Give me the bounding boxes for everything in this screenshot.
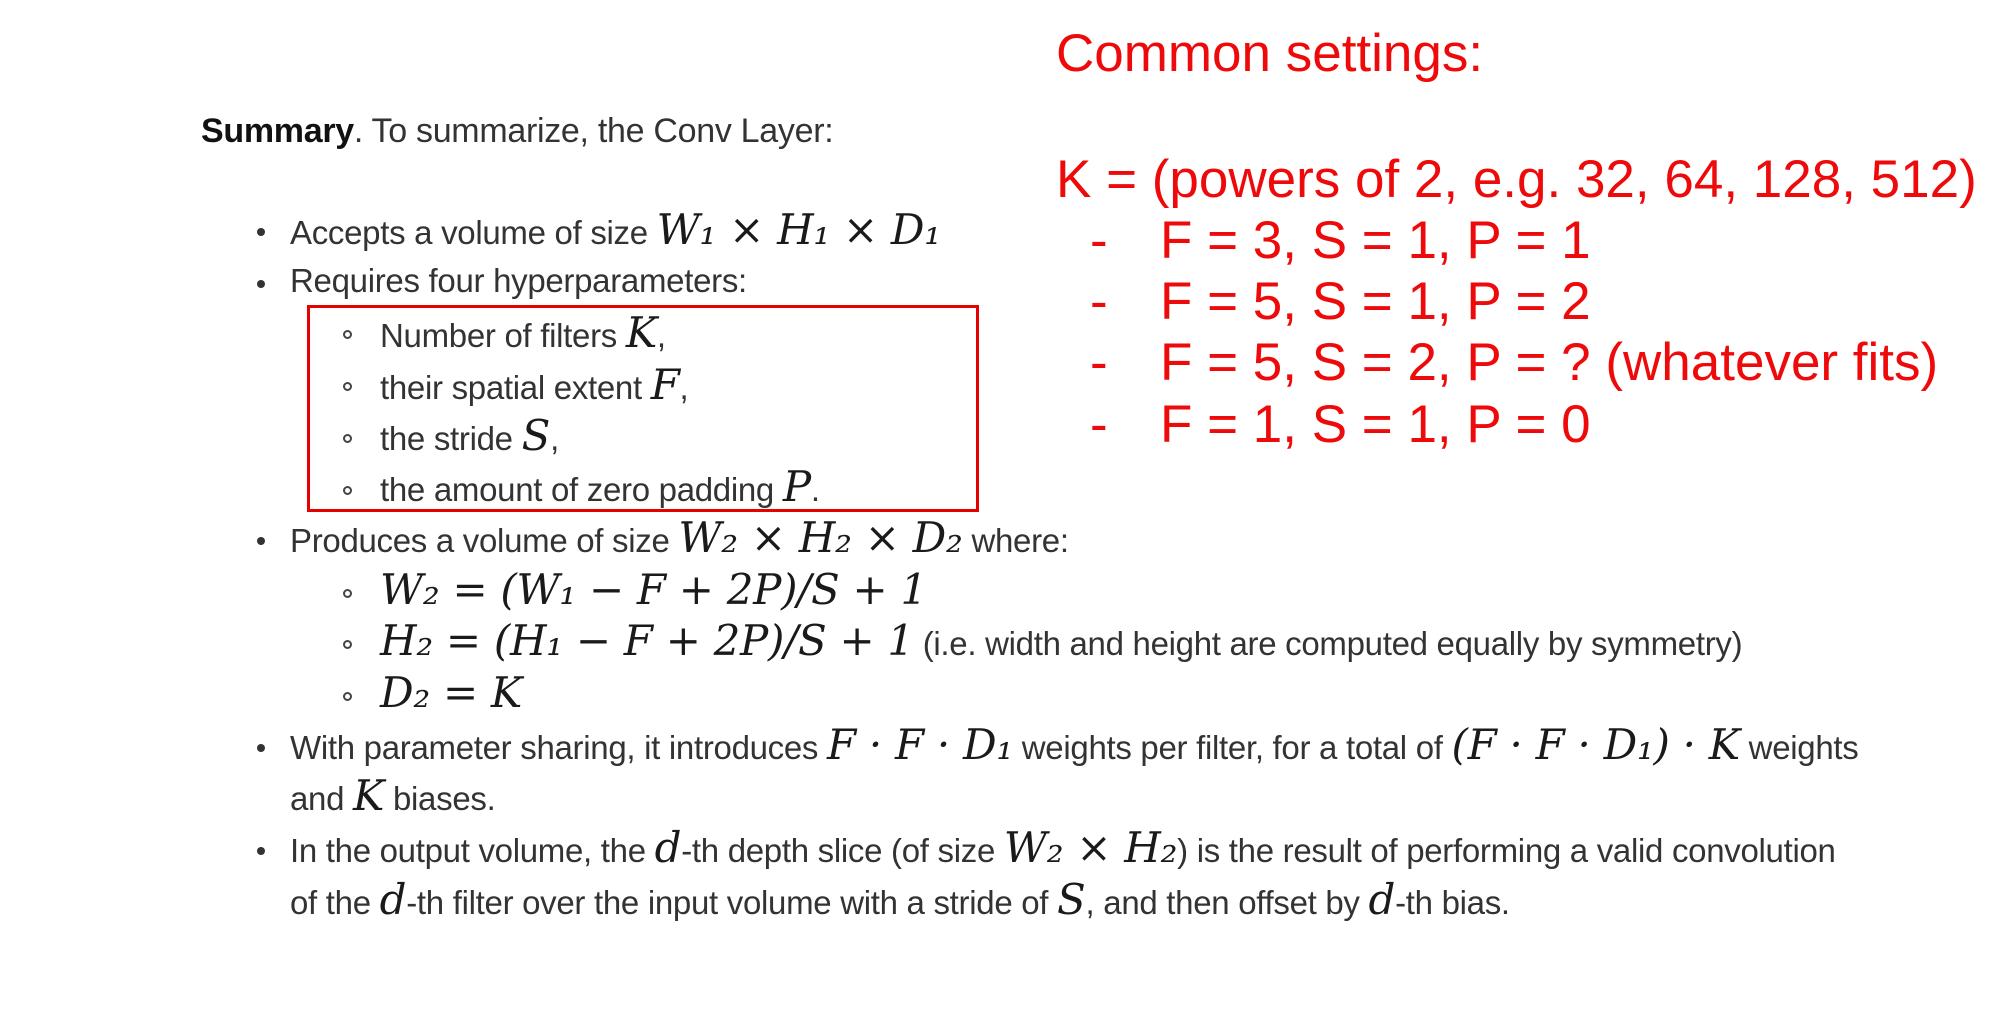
hyper-sym: K — [625, 308, 657, 357]
bullet-accepts — [290, 207, 941, 256]
hyper-zero-padding — [380, 464, 820, 513]
sub-bullet-circle — [343, 434, 352, 443]
bullet-dot — [257, 744, 265, 752]
produces-end: where: — [962, 522, 1069, 559]
annotation-dash: - — [1090, 272, 1108, 331]
formula-math: H₂ = (H₁ − F + 2P)/S + 1 — [380, 616, 914, 665]
output-text: ) is the result of performing a valid convolution — [1177, 832, 1836, 869]
annotation-dash: - — [1090, 211, 1108, 270]
formula-note: (i.e. width and height are computed equally by symmetry) — [913, 625, 1743, 662]
produces-math: W₂ × H₂ × D₂ — [678, 513, 963, 562]
output-text: -th filter over the input volume with a stride of — [406, 884, 1058, 921]
hyper-text: the amount of zero padding — [380, 471, 783, 508]
annotation-setting-2: F = 5, S = 1, P = 2 — [1160, 272, 1591, 331]
annotation-title: Common settings: — [1056, 24, 1484, 83]
output-text: -th bias. — [1395, 884, 1510, 921]
hyper-sym: F — [650, 360, 680, 409]
annotation-dash: - — [1090, 333, 1108, 392]
output-math: d — [1368, 875, 1396, 924]
sub-bullet-circle — [343, 589, 352, 598]
formula-d2 — [380, 670, 522, 719]
summary-intro: . To summarize, the Conv Layer: — [353, 112, 834, 150]
sharing-text: biases. — [384, 780, 496, 817]
hyper-text: the stride — [380, 420, 522, 457]
formula-w2 — [380, 567, 927, 616]
hyper-text: Number of filters — [380, 317, 626, 354]
output-math: W₂ × H₂ — [1003, 823, 1178, 872]
hyper-stride — [380, 413, 559, 462]
formula-h2 — [380, 618, 1742, 667]
output-math: d — [654, 823, 682, 872]
annotation-setting-3: F = 5, S = 2, P = ? (whatever fits) — [1160, 333, 1939, 392]
accepts-math: W₁ × H₁ × D₁ — [656, 205, 941, 254]
hyper-end: , — [679, 369, 689, 406]
bullet-requires: Requires four hyperparameters: — [290, 262, 747, 299]
sharing-text: weights per filter, for a total of — [1012, 729, 1452, 766]
annotation-k-line: K = (powers of 2, e.g. 32, 64, 128, 512) — [1056, 150, 1977, 209]
sharing-text: With parameter sharing, it introduces — [290, 729, 827, 766]
annotation-setting-1: F = 3, S = 1, P = 1 — [1160, 211, 1591, 270]
bullet-sharing-line2 — [290, 773, 495, 822]
formula-math: W₂ = (W₁ − F + 2P)/S + 1 — [380, 565, 927, 614]
hyper-sym: P — [782, 462, 811, 511]
bullet-sharing-line1 — [290, 722, 1858, 771]
output-text: of the — [290, 884, 380, 921]
output-math: d — [379, 875, 407, 924]
sub-bullet-circle — [343, 330, 352, 339]
bullet-output-line2 — [290, 877, 1510, 926]
bullet-produces — [290, 515, 1069, 564]
output-text: In the output volume, the — [290, 832, 655, 869]
sharing-math: K — [353, 771, 385, 820]
accepts-text: Accepts a volume of size — [290, 214, 657, 251]
hyper-spatial-extent — [380, 362, 688, 411]
annotation-dash: - — [1090, 395, 1108, 454]
produces-text: Produces a volume of size — [290, 522, 679, 559]
summary-heading — [201, 112, 833, 151]
bullet-dot — [257, 228, 265, 236]
sharing-text: and — [290, 780, 354, 817]
bullet-dot — [257, 537, 265, 545]
sharing-text: weights — [1739, 729, 1859, 766]
hyper-sym: S — [521, 411, 551, 460]
bullet-dot — [257, 280, 265, 288]
output-text: -th depth slice (of size — [681, 832, 1004, 869]
sharing-math: F · F · D₁ — [827, 720, 1013, 769]
sub-bullet-circle — [343, 640, 352, 649]
annotation-setting-4: F = 1, S = 1, P = 0 — [1160, 395, 1591, 454]
formula-math: D₂ = K — [380, 668, 522, 717]
hyper-end: . — [810, 471, 820, 508]
hyper-text: their spatial extent — [380, 369, 651, 406]
bullet-output-line1 — [290, 825, 1836, 874]
sharing-math: (F · F · D₁) · K — [1451, 720, 1740, 769]
output-text: , and then offset by — [1085, 884, 1369, 921]
output-math: S — [1057, 875, 1086, 924]
summary-bold: Summary — [201, 112, 354, 150]
hyper-num-filters — [380, 310, 666, 359]
hyper-end: , — [550, 420, 559, 457]
sub-bullet-circle — [343, 382, 352, 391]
sub-bullet-circle — [343, 692, 352, 701]
hyper-end: , — [656, 317, 666, 354]
bullet-dot — [257, 847, 265, 855]
sub-bullet-circle — [343, 486, 352, 495]
